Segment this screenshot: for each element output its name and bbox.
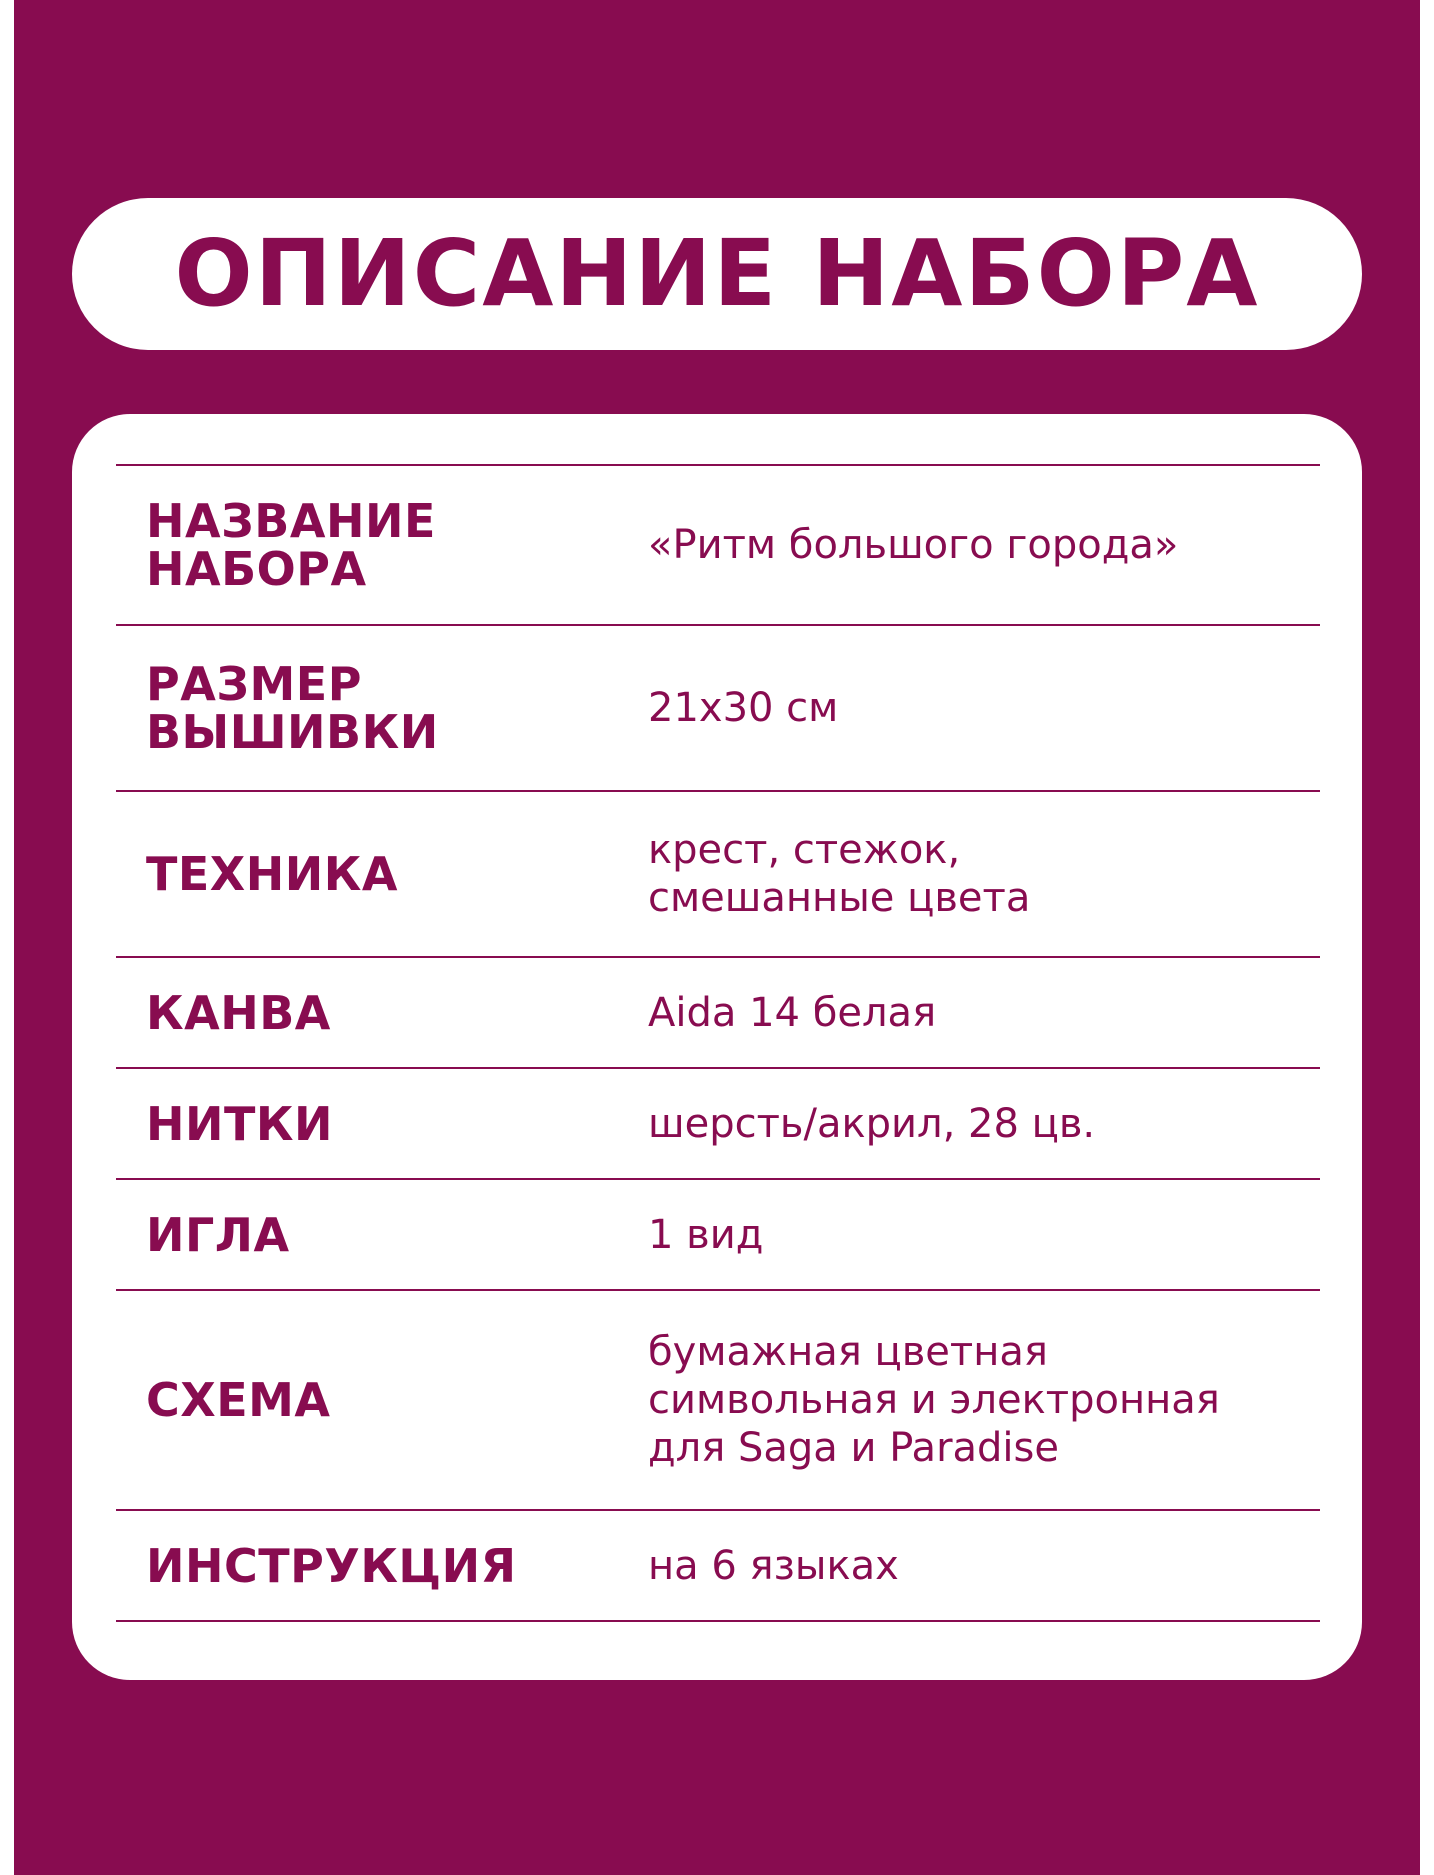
row-label: РАЗМЕР ВЫШИВКИ bbox=[146, 657, 439, 759]
table-row-needle bbox=[116, 1180, 1320, 1291]
description-table bbox=[116, 464, 1320, 1622]
table-row-scheme bbox=[116, 1291, 1320, 1511]
row-label: КАНВА bbox=[146, 985, 331, 1040]
row-label: ТЕХНИКА bbox=[146, 847, 398, 901]
description-card bbox=[72, 414, 1362, 1680]
table-row-size bbox=[116, 626, 1320, 792]
table-row-name bbox=[116, 466, 1320, 626]
row-value: крест, стежок, смешанные цвета bbox=[648, 827, 1031, 921]
row-label: НАЗВАНИЕ НАБОРА bbox=[146, 494, 436, 596]
row-value: шерсть/акрил, 28 цв. bbox=[648, 1100, 1096, 1147]
page-background bbox=[14, 0, 1420, 1875]
row-label: ИНСТРУКЦИЯ bbox=[146, 1538, 517, 1593]
table-row-threads bbox=[116, 1069, 1320, 1180]
row-value: бумажная цветная символьная и электронная для Saga и Paradise bbox=[648, 1329, 1220, 1471]
row-label: ИГЛА bbox=[146, 1207, 290, 1262]
row-label: СХЕМА bbox=[146, 1373, 331, 1427]
page-title: ОПИСАНИЕ НАБОРА bbox=[174, 220, 1260, 327]
row-value: Aida 14 белая bbox=[648, 989, 937, 1036]
row-label: НИТКИ bbox=[146, 1096, 333, 1151]
row-value: на 6 языках bbox=[648, 1542, 899, 1589]
row-value: 21х30 см bbox=[648, 685, 839, 731]
row-value: 1 вид bbox=[648, 1211, 764, 1258]
table-row-technique bbox=[116, 792, 1320, 958]
title-banner bbox=[72, 198, 1362, 350]
table-row-instruction bbox=[116, 1511, 1320, 1622]
row-value: «Ритм большого города» bbox=[648, 522, 1179, 568]
table-row-canvas bbox=[116, 958, 1320, 1069]
